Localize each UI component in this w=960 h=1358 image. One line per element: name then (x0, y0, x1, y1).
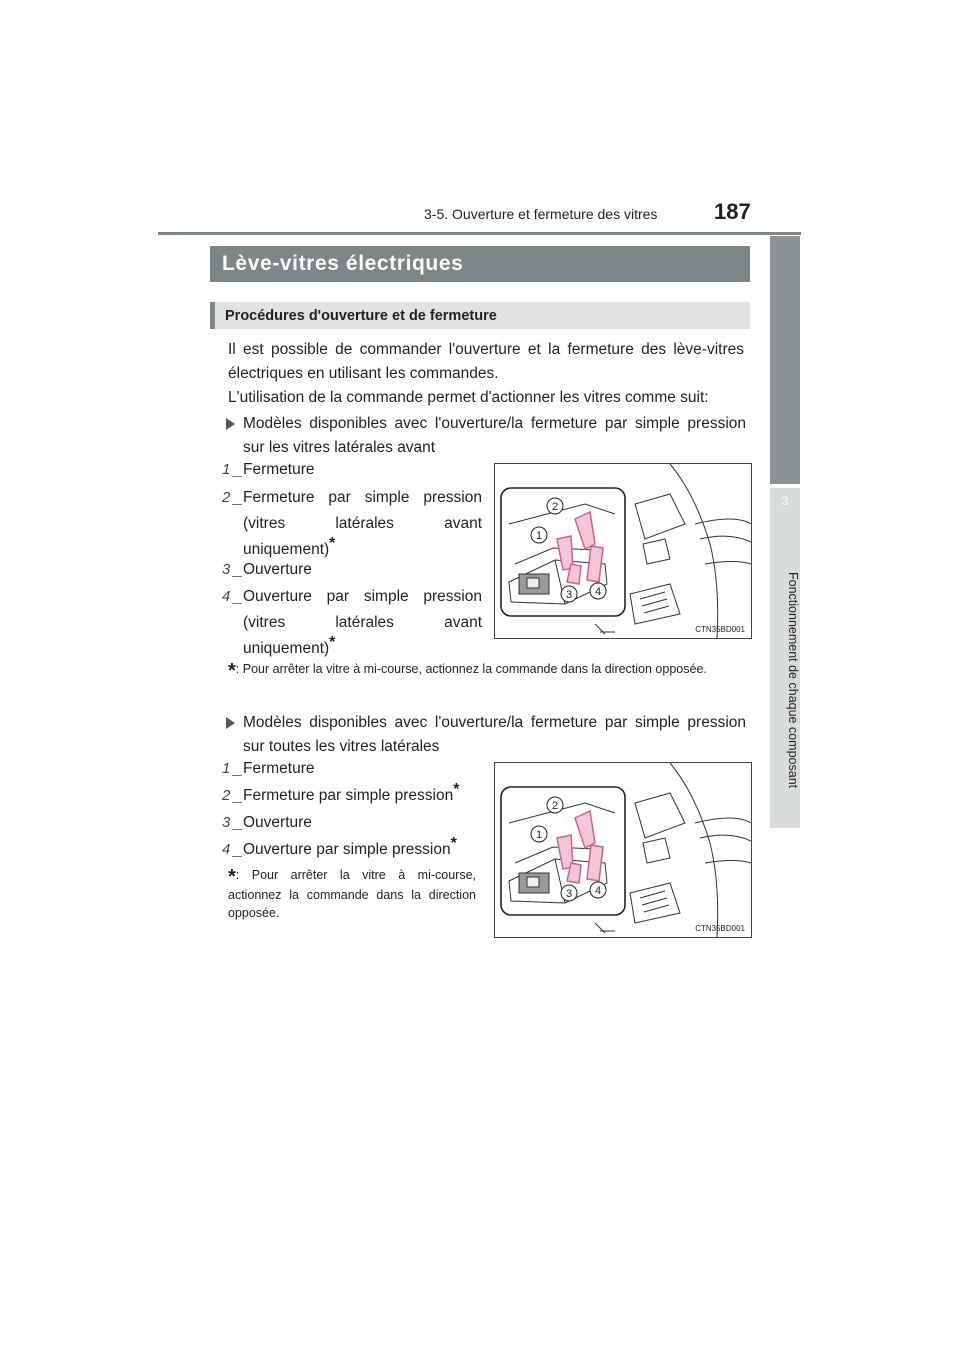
footnote (228, 660, 746, 680)
item-text: Ouverture (243, 561, 312, 578)
footnote-star: * (450, 835, 457, 852)
footnote-text: : Pour arrêter la vitre à mi-course, actionnez la commande dans la direction opposée. (228, 868, 476, 920)
footnote-star: * (329, 634, 336, 651)
list-item (222, 837, 492, 863)
callout-1: 1 (535, 530, 543, 542)
footnote-star: * (228, 866, 236, 888)
item-number: 3 (222, 557, 238, 577)
item-number: 4 (222, 837, 238, 857)
item-number: 2 (222, 485, 238, 505)
item-number: 2 (222, 783, 238, 803)
item-text: Fermeture (243, 760, 315, 777)
list-item (222, 557, 482, 583)
list-item (222, 485, 482, 563)
figure-id: CTN35BD001 (695, 625, 745, 634)
callout-1: 1 (535, 829, 543, 841)
callout-4: 4 (594, 586, 602, 598)
item-text: Ouverture par simple pression (vitres latérales avant uniquement) (243, 588, 482, 657)
door-panel-drawing (495, 464, 751, 638)
window-switch-illustration-2 (494, 762, 752, 938)
figure-id: CTN35BD001 (695, 924, 745, 933)
callout-2: 2 (551, 800, 559, 812)
intro-paragraph-2: L'utilisation de la commande permet d'actionner les vitres comme suit: (228, 389, 709, 406)
footnote-star: * (228, 660, 236, 682)
triangle-bullet-icon (226, 717, 235, 729)
footnote-text: : Pour arrêter la vitre à mi-course, actionnez la commande dans la direction opposée. (235, 662, 707, 676)
section2-bullet-text: Modèles disponibles avec l'ouverture/la fermeture par simple pression sur toutes les vitres latérales (243, 714, 746, 755)
page-number: 187 (714, 199, 751, 224)
header-divider (158, 232, 801, 235)
side-tab-number: 3 (781, 494, 789, 508)
item-number: 1 (222, 457, 238, 477)
list-item (222, 457, 482, 483)
side-tab-label: Fonctionnement de chaque composant (786, 571, 800, 789)
item-number: 3 (222, 810, 238, 830)
list-item (222, 783, 492, 809)
item-number: 1 (222, 756, 238, 776)
section1-bullet-text: Modèles disponibles avec l'ouverture/la fermeture par simple pression sur les vitres latérales avant (243, 415, 746, 456)
item-text: Ouverture par simple pression (243, 841, 451, 858)
item-text: Fermeture par simple pression (243, 787, 454, 804)
item-text: Fermeture par simple pression (vitres latérales avant uniquement) (243, 489, 482, 558)
page-title: Lève-vitres électriques (210, 246, 750, 282)
section1-bullet (226, 412, 746, 460)
callout-4: 4 (594, 885, 602, 897)
list-item (222, 584, 482, 662)
item-text: Ouverture (243, 814, 312, 831)
callout-3: 3 (565, 589, 573, 601)
callout-3: 3 (565, 888, 573, 900)
intro-paragraph: Il est possible de commander l'ouverture et la fermeture des lève-vitres électriques en utilisant les commandes. (228, 341, 744, 382)
item-number: 4 (222, 584, 238, 604)
item-text: Fermeture (243, 461, 315, 478)
window-switch-illustration (494, 463, 752, 639)
triangle-bullet-icon (226, 418, 235, 430)
section2-bullet (226, 711, 746, 759)
section-breadcrumb: 3-5. Ouverture et fermeture des vitres (424, 206, 658, 222)
list-item (222, 810, 492, 836)
list-item (222, 756, 492, 782)
door-panel-drawing (495, 763, 751, 937)
section-subtitle: Procédures d'ouverture et de fermeture (210, 302, 750, 329)
footnote-star: * (329, 535, 336, 552)
footnote (228, 866, 476, 922)
callout-2: 2 (551, 501, 559, 513)
side-tab-bar (770, 236, 800, 484)
footnote-star: * (453, 781, 460, 798)
